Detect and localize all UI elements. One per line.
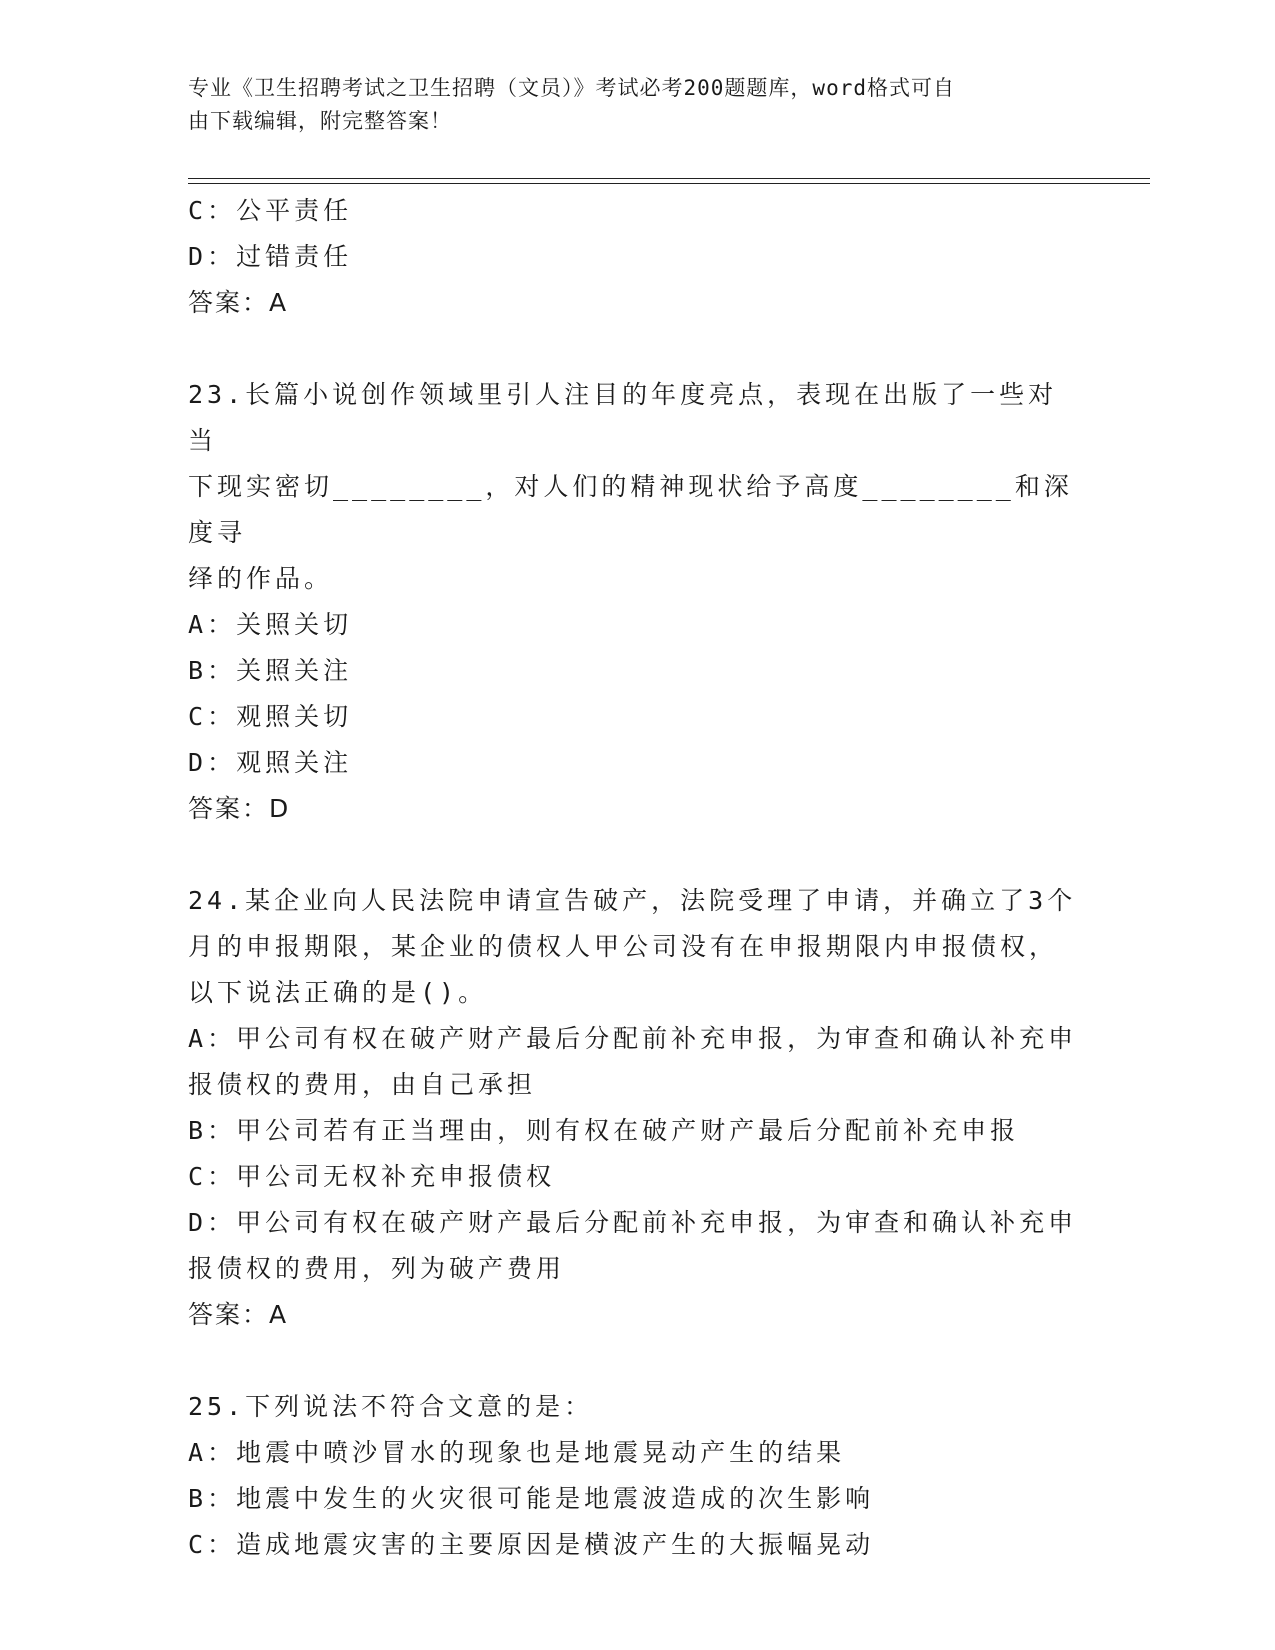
- option-label: D：: [188, 242, 237, 271]
- option-item: [188, 188, 1078, 234]
- header-line-2: 由下载编辑，附完整答案！: [188, 109, 452, 133]
- option-item: [188, 1522, 1078, 1568]
- header-rule-bottom: [188, 183, 1150, 184]
- option-text: 观照关注: [236, 748, 353, 777]
- option-label: C：: [188, 1530, 237, 1559]
- question-23: [188, 372, 1078, 832]
- option-label: D：: [188, 748, 237, 777]
- option-text: 过错责任: [236, 242, 353, 271]
- option-item: [188, 1016, 1078, 1062]
- answer-line: 答案：A: [188, 1300, 289, 1329]
- option-label: A：: [188, 1438, 237, 1467]
- option-label: A：: [188, 610, 237, 639]
- option-label: A：: [188, 1024, 237, 1053]
- answer-line: 答案：A: [188, 288, 289, 317]
- question-stem-line: 25.下列说法不符合文意的是：: [188, 1392, 594, 1421]
- option-continuation: 报债权的费用，列为破产费用: [188, 1254, 566, 1283]
- question-25: [188, 1384, 1078, 1568]
- option-text: 甲公司若有正当理由，则有权在破产财产最后分配前补充申报: [236, 1116, 1020, 1145]
- option-item: [188, 1430, 1078, 1476]
- option-text: 关照关注: [236, 656, 353, 685]
- option-item: [188, 740, 1078, 786]
- option-label: D：: [188, 1208, 237, 1237]
- document-body: [188, 188, 1078, 1568]
- option-text: 关照关切: [236, 610, 353, 639]
- question-stem-line: 24.某企业向人民法院申请宣告破产，法院受理了申请，并确立了3个: [188, 886, 1077, 915]
- option-continuation: 报债权的费用，由自己承担: [188, 1070, 537, 1099]
- option-text: 地震中喷沙冒水的现象也是地震晃动产生的结果: [236, 1438, 846, 1467]
- question-24: [188, 878, 1078, 1338]
- option-item: [188, 234, 1078, 280]
- document-header: [188, 72, 1068, 138]
- question-stem-line: 绎的作品。: [188, 564, 334, 593]
- question-stem-line: 下现实密切________，对人们的精神现状给予高度________和深度寻: [188, 472, 1073, 547]
- option-item: [188, 1200, 1078, 1246]
- option-item: [188, 602, 1078, 648]
- carryover-block: [188, 188, 1078, 326]
- option-item: [188, 694, 1078, 740]
- question-stem-line: 23.长篇小说创作领域里引人注目的年度亮点，表现在出版了一些对当: [188, 380, 1058, 455]
- option-text: 甲公司有权在破产财产最后分配前补充申报，为审查和确认补充申: [236, 1208, 1078, 1237]
- option-label: C：: [188, 1162, 237, 1191]
- option-label: C：: [188, 702, 237, 731]
- header-line-1: 专业《卫生招聘考试之卫生招聘（文员）》考试必考200题题库，word格式可自: [188, 76, 955, 100]
- option-text: 公平责任: [236, 196, 353, 225]
- option-item: [188, 1476, 1078, 1522]
- option-item: [188, 1108, 1078, 1154]
- question-stem-line: 以下说法正确的是()。: [188, 978, 488, 1007]
- option-text: 甲公司有权在破产财产最后分配前补充申报，为审查和确认补充申: [236, 1024, 1078, 1053]
- option-label: B：: [188, 656, 237, 685]
- option-text: 地震中发生的火灾很可能是地震波造成的次生影响: [236, 1484, 875, 1513]
- question-stem-line: 月的申报期限，某企业的债权人甲公司没有在申报期限内申报债权，: [188, 932, 1059, 961]
- option-text: 观照关切: [236, 702, 353, 731]
- answer-line: 答案：D: [188, 794, 291, 823]
- option-label: B：: [188, 1484, 237, 1513]
- option-text: 造成地震灾害的主要原因是横波产生的大振幅晃动: [236, 1530, 875, 1559]
- option-item: [188, 648, 1078, 694]
- option-item: [188, 1154, 1078, 1200]
- option-label: B：: [188, 1116, 237, 1145]
- option-label: C：: [188, 196, 237, 225]
- header-rule-top: [188, 178, 1150, 179]
- option-text: 甲公司无权补充申报债权: [236, 1162, 556, 1191]
